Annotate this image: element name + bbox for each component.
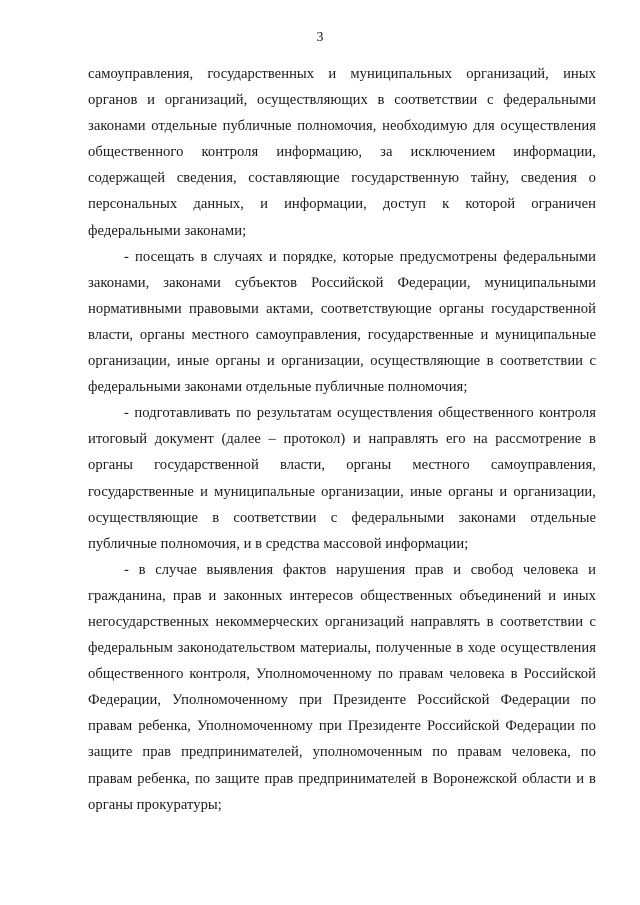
paragraph-prepare-protocol: - подготавливать по результатам осуществления общественного контроля итоговый документ (далее – протокол) и направлять его на рассмотрение в органы государственной власти, органы местного самоуправления, государственные и муниципальные организации, иные органы и организации, осуществляющие в соответствии с федеральными законами отдельные публичные полномочия, и в средства массовой информации; [88,405,596,552]
paragraph-violations-materials: - в случае выявления фактов нарушения прав и свобод человека и гражданина, прав и законных интересов общественных объединений и иных негосударственных некоммерческих организаций направлять в соответствии с федеральным законодательством материалы, полученные в ходе осуществления общественного контроля, Уполномоченному по правам человека в Российской Федерации, Уполномоченному при Президенте Российской Федерации по правам ребенка, Уполномоченному при Президенте Российской Федерации по защите прав предпринимателей, уполномоченным по правам человека, по правам ребенка, по защите прав предпринимателей в Воронежской области и в органы прокуратуры; [88,561,596,813]
document-body [88,61,596,818]
page-number: 3 [316,30,324,45]
paragraph-continuation: самоуправления, государственных и муниципальных организаций, иных органов и организаций, осуществляющих в соответствии с федеральными законами отдельные публичные полномочия, необходимую для осуществления общественного контроля информацию, за исключением информации, содержащей сведения, составляющие государственную тайну, сведения о персональных данных, и информации, доступ к которой ограничен федеральными законами; [88,66,596,239]
paragraph-visit-bodies: - посещать в случаях и порядке, которые предусмотрены федеральными законами, законами субъектов Российской Федерации, муниципальными нормативными правовыми актами, соответствующие органы государственной власти, органы местного самоуправления, государственные и муниципальные организации, иные органы и организации, осуществляющие в соответствии с федеральными законами отдельные публичные полномочия; [88,248,596,396]
